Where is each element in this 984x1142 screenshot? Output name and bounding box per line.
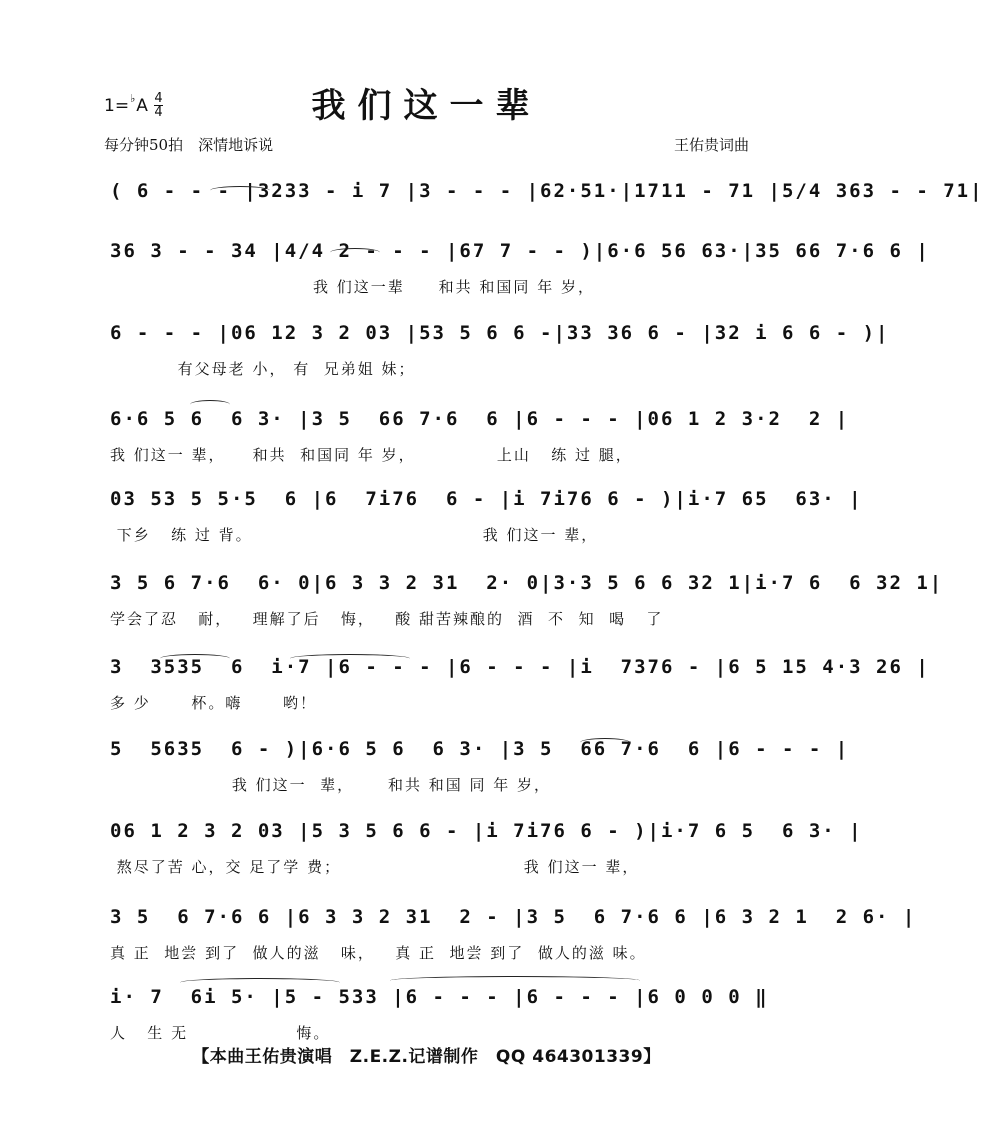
slur-mark (190, 400, 230, 409)
notation-line: 6 - - - |06 12 3 2 03 |53 5 6 6 -|33 36 6 - |32 i 6 6 - )| (110, 322, 890, 344)
time-signature (154, 92, 163, 119)
lyrics-line: 人 生 无 悔。 (110, 1024, 331, 1042)
score-system (0, 308, 890, 398)
lyrics-line: 下乡 练 过 背。 我 们这一 辈， (110, 526, 599, 544)
notation-line: 6·6 5 6 6 3· |3 5 66 7·6 6 |6 - - - |06 1 2 3·2 2 | (110, 408, 850, 430)
score-system (0, 806, 863, 896)
time-signature-numerator: 4 (154, 91, 163, 106)
score-system (0, 558, 944, 648)
slur-mark (390, 976, 640, 985)
score-system (0, 474, 863, 564)
slur-mark (580, 738, 630, 747)
lyrics-line: 有父母老 小， 有 兄弟姐 妹； (110, 360, 416, 378)
notation-line: 36 3 - - 34 |4/4 2 - - - |67 7 - - )|6·6 56 63·|35 66 7·6 6 | (110, 240, 930, 262)
flat-sign: ♭ (130, 92, 136, 105)
notation-line: 03 53 5 5·5 6 |6 7i76 6 - |i 7i76 6 - )|i·7 65 63· | (110, 488, 863, 510)
time-signature-denominator: 4 (154, 105, 163, 120)
slur-mark (330, 248, 380, 257)
tempo-marking: 每分钟50拍 深情地诉说 (104, 136, 274, 154)
slur-mark (290, 654, 410, 663)
lyrics-line: 我 们这一 辈， 和共 和国 同 年 岁， (110, 776, 552, 794)
score-system (0, 724, 853, 814)
slur-mark (210, 186, 270, 195)
notation-line: 3 3535 6 i·7 |6 - - - |6 - - - |i 7376 - |6 5 15 4·3 26 | (110, 656, 930, 678)
notation-line: 3 5 6 7·6 6 |6 3 3 2 31 2 - |3 5 6 7·6 6 |6 3 2 1 2 6· | (110, 906, 917, 928)
slur-mark (180, 978, 340, 987)
lyrics-line: 多 少 杯。嗨 哟！ (110, 694, 317, 712)
score-system (0, 394, 853, 484)
lyrics-line: 我 们这一 辈， 和共 和国同 年 岁， 上山 练 过 腿， (110, 446, 633, 464)
key-prefix: 1= (104, 96, 130, 116)
lyrics-line: 我 们这一辈 和共 和国同 年 岁， (110, 278, 595, 296)
notation-line: 3 5 6 7·6 6· 0|6 3 3 2 31 2· 0|3·3 5 6 6 32 1|i·7 6 6 32 1| (110, 572, 944, 594)
slur-mark (160, 654, 230, 663)
key-signature (104, 92, 148, 116)
song-title: 我们这一辈 (311, 86, 542, 126)
score-system (0, 226, 930, 316)
lyrics-line: 熬尽了苦 心，交 足了学 费； 我 们这一 辈， (110, 858, 640, 876)
composer-credit: 王佑贵词曲 (673, 136, 749, 154)
lyrics-line: 学会了忍 耐， 理解了后 悔， 酸 甜苦辣酿的 酒 不 知 喝 了 (110, 610, 664, 628)
lyrics-line: 真 正 地尝 到了 做人的滋 味， 真 正 地尝 到了 做人的滋 味。 (110, 944, 647, 962)
score-system (0, 892, 917, 982)
notation-line: i· 7 6i 5· |5 - 533 |6 - - - |6 - - - |6 0 0 0 ‖ (110, 986, 769, 1008)
key-note: A (136, 96, 148, 116)
score-system (0, 642, 930, 732)
notation-line: ( 6 - - - |3233 - i 7 |3 - - - |62·51·|1711 - 71 |5/4 363 - - 71| (110, 180, 984, 202)
notation-line: 06 1 2 3 2 03 |5 3 5 6 6 - |i 7i76 6 - )|i·7 6 5 6 3· | (110, 820, 863, 842)
notation-line: 5 5635 6 - )|6·6 5 6 6 3· |3 5 66 7·6 6 |6 - - - | (110, 738, 850, 760)
credits-footer: 【本曲王佑贵演唱 Z.E.Z.记谱制作 QQ 464301339】 (192, 1047, 661, 1067)
